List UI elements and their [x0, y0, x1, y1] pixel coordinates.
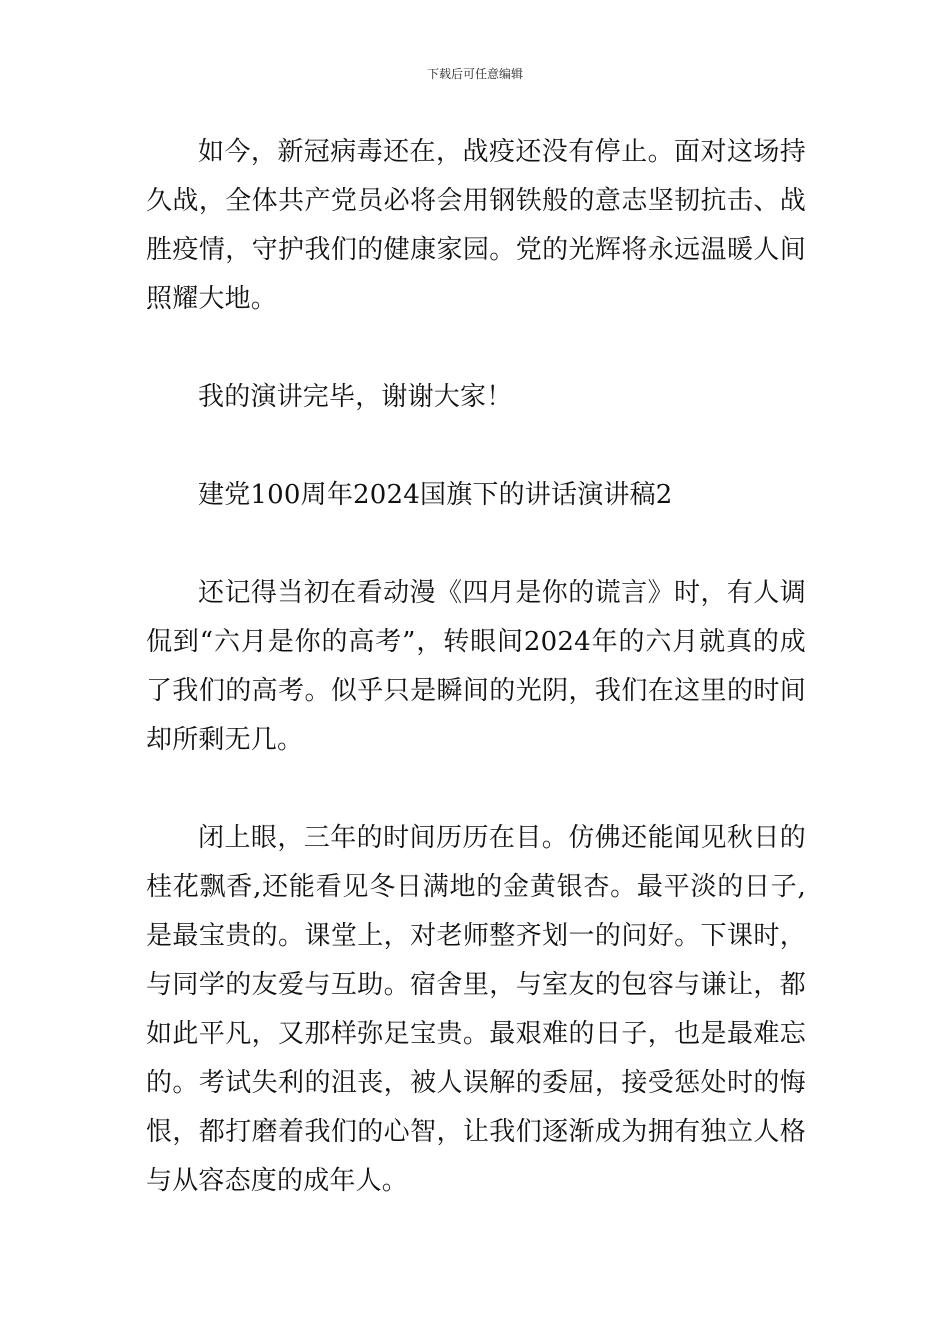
paragraph-anime: 还记得当初在看动漫《四月是你的谎言》时，有人调侃到“六月是你的高考”，转眼间2024年的六月就真的成了我们的高考。似乎只是瞬间的光阴，我们在这里的时间却所剩无几。: [146, 578, 806, 755]
paragraph-pandemic: 如今，新冠病毒还在，战疫还没有停止。面对这场持久战，全体共产党员必将会用钢铁般的意志坚韧抗击、战胜疫情，守护我们的健康家园。党的光辉将永远温暖人间照耀大地。: [146, 137, 806, 314]
section-title: 建党100周年2024国旗下的讲话演讲稿2: [198, 480, 673, 510]
paragraph-memories: 闭上眼，三年的时间历历在目。仿佛还能闻见秋日的桂花飘香,还能看见冬日满地的金黄银杏。最平淡的日子,是最宝贵的。课堂上，对老师整齐划一的问好。下课时，与同学的友爱与互助。宿舍里，与室友的包容与谦让，都如此平凡，又那样弥足宝贵。最艰难的日子，也是最难忘的。考试失利的沮丧，被人误解的委屈，接受惩处时的悔恨，都打磨着我们的心智，让我们逐渐成为拥有独立人格与从容态度的成年人。: [146, 823, 806, 1196]
header-note: 下载后可任意编辑: [426, 67, 523, 81]
document-body: [146, 128, 806, 1206]
paragraph-closing: 我的演讲完毕，谢谢大家！: [198, 382, 513, 412]
